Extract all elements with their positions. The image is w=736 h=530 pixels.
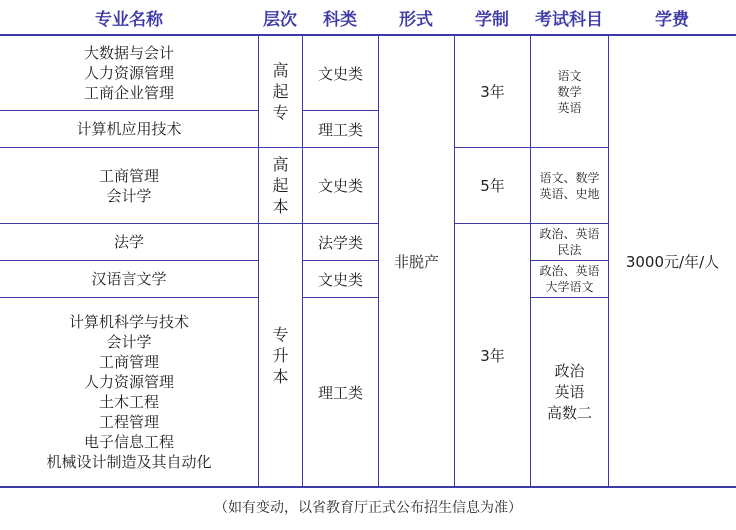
level-char: 高 [272, 155, 289, 174]
level-char: 本 [272, 366, 289, 386]
exam-subject: 政治、英语 [539, 264, 600, 278]
level-char: 起 [272, 176, 289, 195]
major-name: 会计学 [106, 333, 152, 351]
exam-subject: 高数二 [546, 403, 592, 422]
fee-cell: 3000元/年/人 [625, 252, 720, 271]
header-fee: 学费 [655, 9, 689, 30]
category-cell: 理工类 [317, 383, 363, 402]
header-exam-subjects: 考试科目 [535, 9, 603, 30]
level-char: 专 [272, 103, 289, 122]
duration-cell: 3年 [480, 83, 505, 101]
header-level: 层次 [263, 9, 297, 30]
major-name: 人力资源管理 [83, 64, 174, 82]
major-cell [0, 224, 258, 260]
exam-cell [531, 224, 608, 260]
exam-subject: 英语 [557, 100, 582, 115]
major-name: 计算机科学与技术 [68, 313, 189, 331]
level-cell [259, 36, 302, 147]
major-name: 工程管理 [98, 413, 159, 431]
exam-subject: 民法 [557, 243, 582, 257]
major-name: 工商企业管理 [83, 84, 174, 102]
level-char: 起 [272, 82, 289, 101]
mode-cell: 非脱产 [393, 252, 439, 271]
major-name: 汉语言文学 [91, 270, 167, 288]
bottom-rule [0, 486, 736, 488]
header-major: 专业名称 [95, 9, 163, 30]
major-cell [0, 261, 258, 297]
header-category: 科类 [323, 9, 357, 30]
exam-subject: 语文 [557, 68, 582, 83]
exam-subject: 政治 [554, 361, 585, 380]
exam-subject: 大学语文 [545, 280, 594, 294]
exam-cell [531, 261, 608, 297]
major-cell [0, 111, 258, 147]
category-cell: 文史类 [317, 177, 363, 195]
exam-subject: 数学 [557, 84, 582, 99]
category-cell: 文史类 [317, 270, 363, 289]
exam-subject: 政治、英语 [539, 227, 600, 241]
exam-cell [531, 36, 608, 147]
exam-cell [531, 298, 608, 486]
major-name: 机械设计制造及其自动化 [46, 453, 212, 471]
level-char: 本 [272, 197, 289, 216]
level-char: 升 [272, 345, 289, 365]
category-cell: 法学类 [317, 233, 363, 252]
duration-cell: 5年 [480, 177, 505, 195]
major-cell [0, 148, 258, 223]
exam-subject: 英语、史地 [539, 186, 600, 201]
major-name: 法学 [113, 233, 144, 251]
major-name: 土木工程 [98, 393, 159, 411]
level-cell [259, 148, 302, 223]
major-cell [0, 36, 258, 110]
major-name: 人力资源管理 [83, 373, 174, 391]
major-name: 工商管理 [98, 166, 159, 185]
major-cell [0, 298, 258, 486]
major-name: 工商管理 [98, 353, 159, 371]
level-char: 高 [272, 61, 289, 80]
category-cell: 文史类 [317, 64, 363, 83]
level-cell [259, 224, 302, 486]
major-name: 计算机应用技术 [76, 120, 182, 138]
level-char: 专 [272, 324, 289, 344]
major-name: 会计学 [106, 186, 152, 205]
footnote: （如有变动，以省教育厅正式公布招生信息为准） [214, 500, 522, 516]
exam-subject: 英语 [554, 382, 585, 401]
category-cell: 理工类 [317, 120, 363, 139]
header-mode: 形式 [399, 9, 433, 30]
duration-cell: 3年 [480, 346, 505, 365]
exam-cell [531, 148, 608, 223]
header-duration: 学制 [475, 9, 509, 30]
major-name: 电子信息工程 [83, 433, 174, 451]
exam-subject: 语文、数学 [539, 170, 600, 185]
major-name: 大数据与会计 [83, 44, 174, 62]
